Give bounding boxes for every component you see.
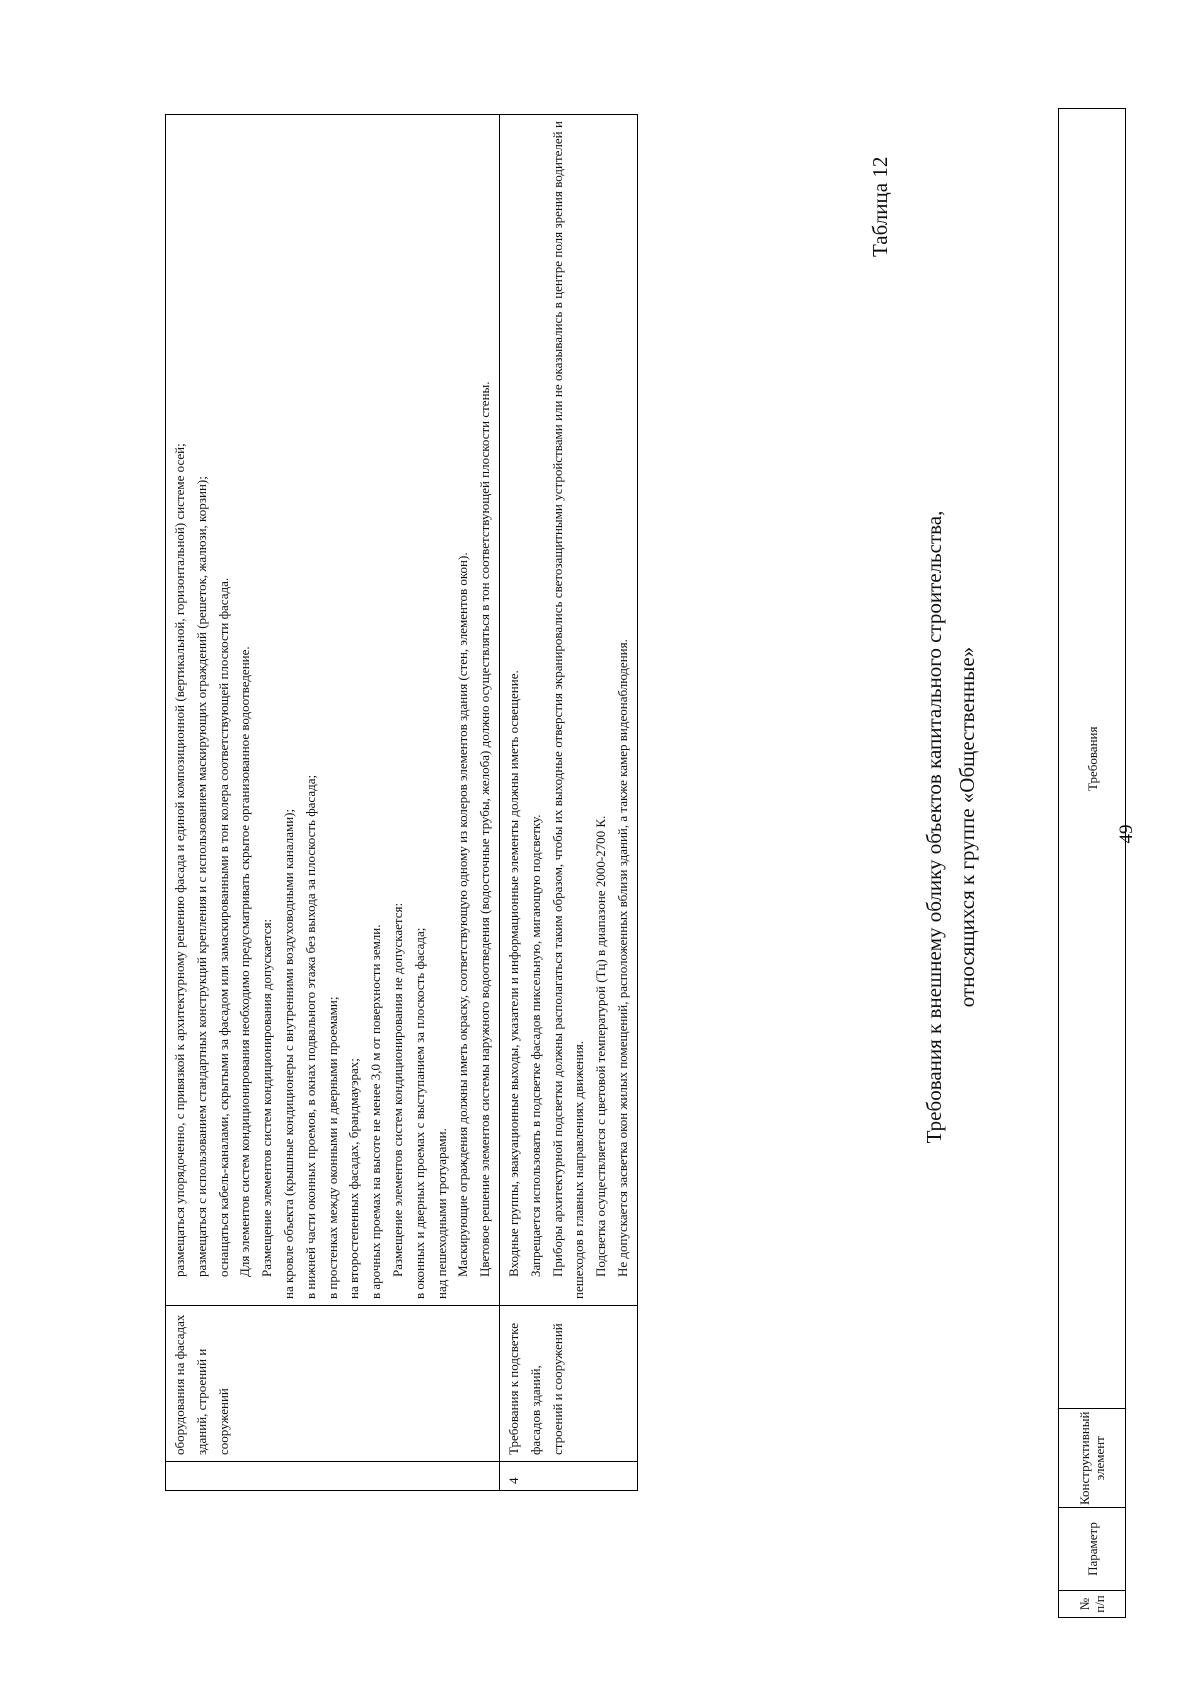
table-label: Таблица 12: [868, 156, 892, 257]
section-title: [918, 377, 984, 1277]
row-number: [166, 1462, 500, 1491]
requirements-table: [165, 114, 638, 1491]
section-title-line: относящихся к группе «Общественные»: [955, 646, 979, 1008]
requirement-paragraph: Входные группы, эвакуационные выходы, указатели и информационные элементы должны иметь освещение.: [505, 670, 521, 1277]
row-number: 4: [499, 1462, 637, 1491]
header-requirements: Требования: [1059, 109, 1126, 1410]
row-parameter: Требования к подсветке фасадов зданий, строений и сооружений: [499, 1306, 637, 1462]
requirement-paragraph: Размещение элементов систем кондиционирования допускается:: [259, 918, 275, 1277]
requirement-paragraph: в нижней части оконных проемов, в окнах подвального этажа без выхода за плоскость фасада;: [302, 774, 318, 1299]
table-12-header: [1058, 108, 1126, 1618]
requirement-paragraph: в арочных проемах на высоте не менее 3,0 м от поверхности земли.: [368, 924, 384, 1299]
requirement-paragraph: Запрещается использовать в подсветке фасадов пиксельную, мигающую подсветку.: [527, 814, 543, 1277]
requirement-paragraph: оснащаться кабель-каналами, скрытыми за фасадом или замаскированными в тон колера соответствующей плоскости фасада.: [215, 577, 231, 1277]
requirement-paragraph: Не допускается засветка окон жилых помещений, расположенных вблизи зданий, а также камер видеонаблюдения.: [614, 639, 630, 1277]
section-title-line: Требования к внешнему облику объектов капитального строительства,: [922, 510, 946, 1144]
requirement-paragraph: Размещение элементов систем кондиционирования не допускается:: [389, 902, 405, 1277]
requirement-paragraph: Приборы архитектурной подсветки должны располагаться таким образом, чтобы их выходные отверстия экранировались светозащитными устройствами или не оказывались в центре поля зрения водителей и пешеходов в главных направлениях движения.: [549, 121, 587, 1299]
requirement-paragraph: Для элементов систем кондиционирования необходимо предусматривать скрытое организованное водоотведение.: [237, 646, 253, 1277]
requirement-paragraph: в оконных и дверных проемах с выступанием за плоскость фасада;: [411, 927, 427, 1299]
header-number: № п/п: [1059, 1591, 1126, 1618]
table-row: [499, 115, 637, 1491]
row-requirements: [499, 115, 637, 1306]
row-parameter: оборудования на фасадах зданий, строений и сооружений: [166, 1306, 500, 1462]
requirement-paragraph: Подсветка осуществляется с цветовой температурой (Тц) в диапазоне 2000-2700 К.: [593, 815, 609, 1277]
requirement-paragraph: в простенках между оконными и дверными проемами;: [324, 996, 340, 1299]
requirement-paragraph: размещаться упорядоченно, с привязкой к архитектурному решению фасада и единой композиционной (вертикальной, горизонтальной) системе осей;: [172, 443, 187, 1277]
table-row: [166, 115, 500, 1491]
requirement-paragraph: размещаться с использованием стандартных конструкций крепления и с использованием маскирующих ограждений (решеток, жалюзи, корзин);: [193, 476, 209, 1277]
requirement-paragraph: над пешеходными тротуарами.: [433, 1128, 449, 1299]
requirement-paragraph: Маскирующие ограждения должны иметь окраску, соответствующую одному из колеров элементов здания (стен, элементов окон).: [455, 552, 471, 1277]
table-header-row: [1059, 109, 1126, 1618]
page-number: 49: [1116, 824, 1137, 844]
header-element: Конструктивный элемент: [1059, 1409, 1126, 1508]
header-parameter: Параметр: [1059, 1508, 1126, 1591]
requirement-paragraph: на кровле объекта (крышные кондиционеры с внутренними воздуховодными каналами);: [280, 808, 296, 1299]
row-requirements: [166, 115, 500, 1306]
requirement-paragraph: на второстепенных фасадах, брандмауэрах;: [346, 1058, 362, 1299]
requirement-paragraph: Цветовое решение элементов системы наружного водоотведения (водосточные трубы, желоба) должно осуществляться в тон соответствующей плоскости стены.: [477, 381, 493, 1277]
